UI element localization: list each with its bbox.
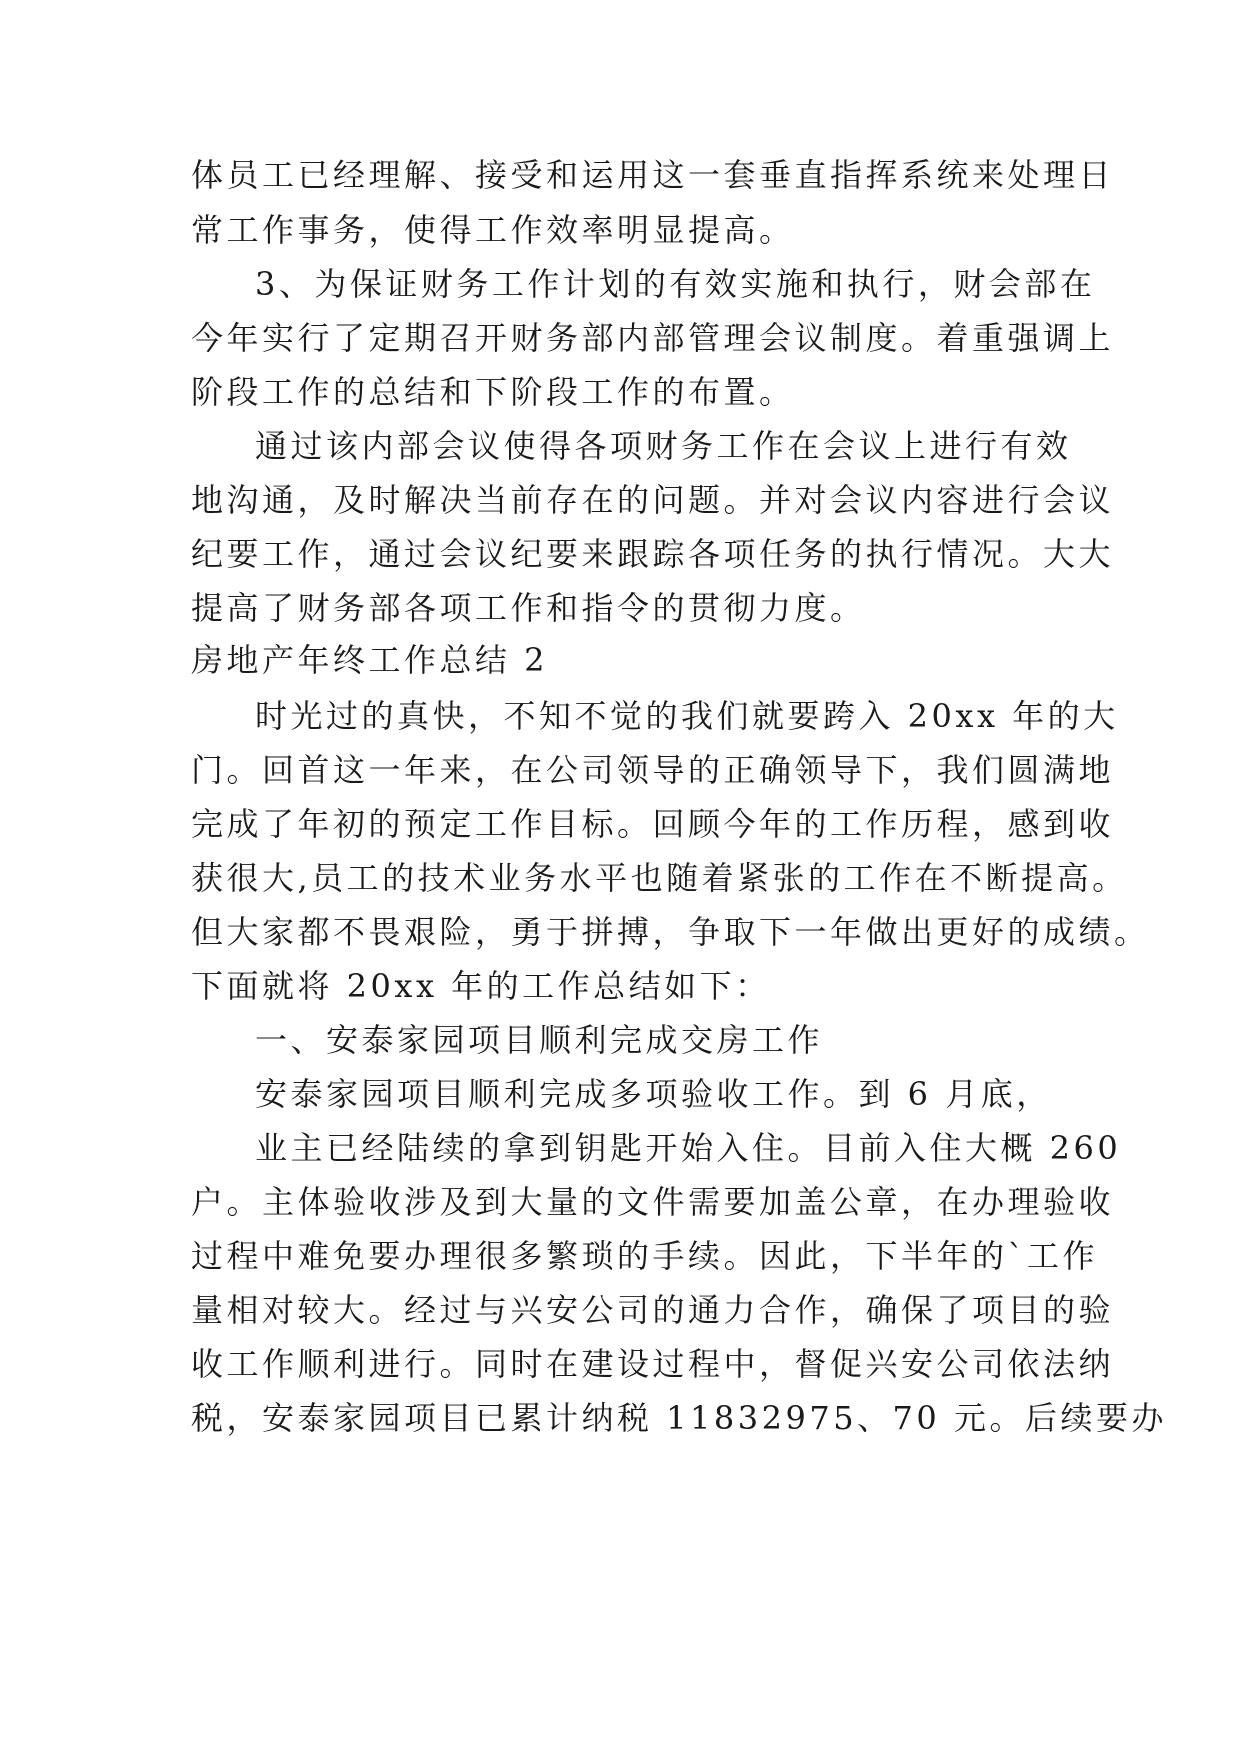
paragraph-line: 常工作事务，使得工作效率明显提高。 xyxy=(191,211,795,249)
paragraph-line: 安泰家园项目顺利完成多项验收工作。到 6 月底， xyxy=(255,1075,1052,1113)
paragraph-line: 阶段工作的总结和下阶段工作的布置。 xyxy=(191,373,795,411)
paragraph-line: 3、为保证财务工作计划的有效实施和执行，财会部在 xyxy=(255,265,1096,303)
paragraph-line: 门。回首这一年来，在公司领导的正确领导下，我们圆满地 xyxy=(191,751,1115,789)
paragraph-line: 但大家都不畏艰险，勇于拼搏，争取下一年做出更好的成绩。 xyxy=(191,913,1150,951)
paragraph-line: 收工作顺利进行。同时在建设过程中，督促兴安公司依法纳 xyxy=(191,1345,1115,1383)
paragraph-line: 业主已经陆续的拿到钥匙开始入住。目前入住大概 260 xyxy=(255,1129,1122,1167)
paragraph-line: 体员工已经理解、接受和运用这一套垂直指挥系统来处理日 xyxy=(191,156,1115,194)
paragraph-line: 量相对较大。经过与兴安公司的通力合作，确保了项目的验 xyxy=(191,1291,1115,1329)
subsection-heading: 一、安泰家园项目顺利完成交房工作 xyxy=(255,1021,824,1059)
paragraph-line: 通过该内部会议使得各项财务工作在会议上进行有效 xyxy=(255,427,1072,465)
paragraph-line: 地沟通，及时解决当前存在的问题。并对会议内容进行会议 xyxy=(191,481,1115,519)
paragraph-line: 今年实行了定期召开财务部内部管理会议制度。着重强调上 xyxy=(191,319,1115,357)
paragraph-line: 纪要工作，通过会议纪要来跟踪各项任务的执行情况。大大 xyxy=(191,535,1115,573)
paragraph-line: 过程中难免要办理很多繁琐的手续。因此，下半年的`工作 xyxy=(191,1237,1099,1275)
paragraph-line: 提高了财务部各项工作和指令的贯彻力度。 xyxy=(191,589,866,627)
section-heading: 房地产年终工作总结 2 xyxy=(191,641,549,679)
paragraph-line: 税，安泰家园项目已累计纳税 11832975、70 元。后续要办 xyxy=(191,1399,1167,1437)
paragraph-line: 时光过的真快，不知不觉的我们就要跨入 20xx 年的大 xyxy=(255,697,1119,735)
paragraph-line: 户。主体验收涉及到大量的文件需要加盖公章，在办理验收 xyxy=(191,1183,1115,1221)
paragraph-line: 获很大,员工的技术业务水平也随着紧张的工作在不断提高。 xyxy=(191,859,1128,897)
paragraph-line: 完成了年初的预定工作目标。回顾今年的工作历程，感到收 xyxy=(191,805,1115,843)
paragraph-line: 下面就将 20xx 年的工作总结如下： xyxy=(191,967,771,1005)
